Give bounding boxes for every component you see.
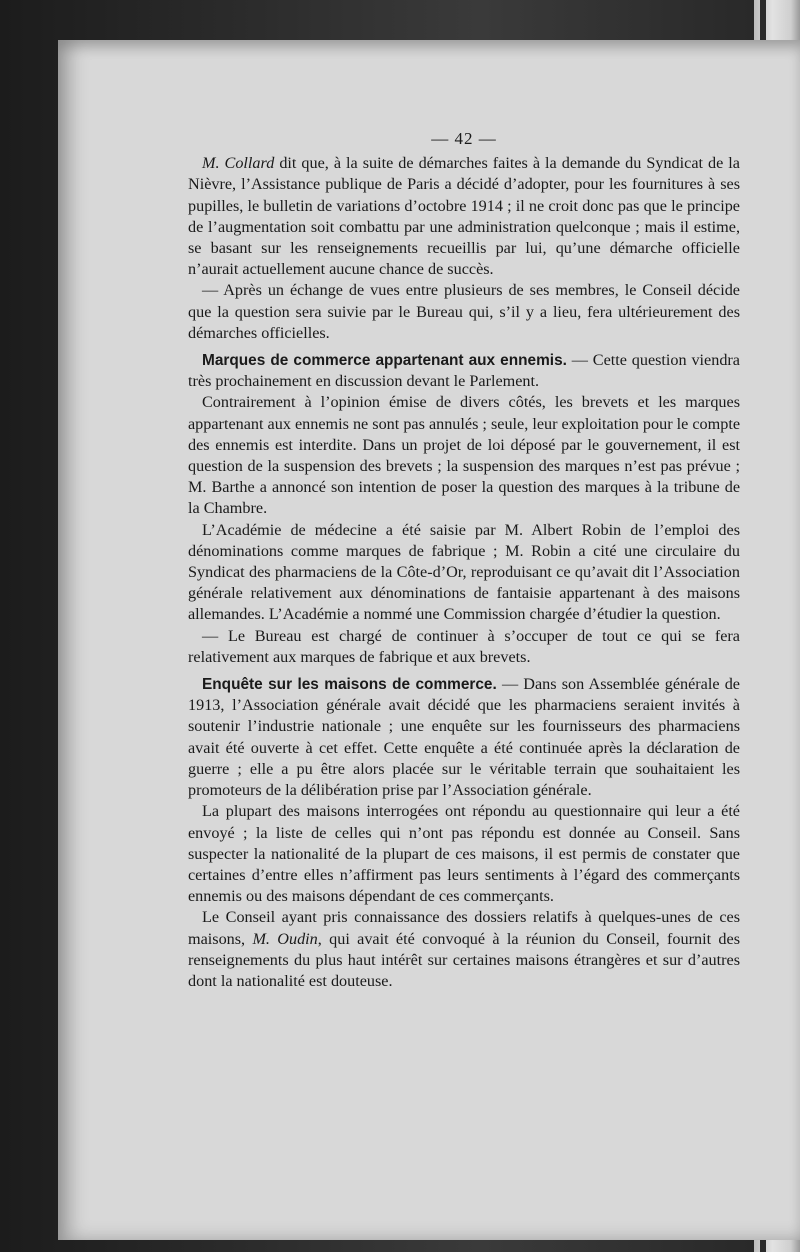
paragraph-text: Le Conseil ayant pris connaissance des dossiers relatifs à quelques-unes de ces maisons, [188, 908, 740, 948]
page-body [188, 128, 740, 992]
paragraph-9 [188, 907, 740, 992]
paragraph-1 [188, 153, 740, 280]
paragraph-4: Contrairement à l’opinion émise de divers côtés, les brevets et les marques appartenant aux ennemis ne sont pas annulés ; seule, leur exploitation pour le compte des ennemis est interdite. Dans un projet de loi déposé par le gouvernement, il est question de la suspension des brevets ; la suspension des marques n’est pas prévue ; M. Barthe a annoncé son intention de poser la question des marques à la tribune de la Chambre. [188, 393, 741, 518]
paragraph-text: — Cette question viendra très prochainement en discussion devant le Parlement. [188, 351, 740, 391]
section-enquete [188, 674, 740, 801]
paragraph-6: — Le Bureau est chargé de continuer à s’occuper de tout ce qui se fera relativement aux marques de fabrique et aux brevets. [188, 626, 740, 666]
paragraph-5: L’Académie de médecine a été saisie par M. Albert Robin de l’emploi des dénominations comme marques de fabrique ; M. Robin a cité une circulaire du Syndicat des pharmaciens de la Côte-d’Or, reproduisant ce qu’avait dit l’Association générale relativement aux dénominations de fantaisie appartenant à des maisons allemandes. L’Académie a nommé une Commission chargée d’étudier la question. [188, 520, 740, 624]
paragraph-text: dit que, à la suite de démarches faites à la demande du Syndicat de la Nièvre, l’Assistance publique de Paris a décidé d’adopter, pour les fournitures à ses pupilles, le bulletin de variations d’octobre 1914 ; il ne croit donc pas que le principe de l’augmentation soit combattu par une administration quelconque ; mais il estime, se basant sur les renseignements recueillis par lui, qu’une démarche officielle n’aurait actuellement aucune chance de succès. [188, 154, 740, 279]
section-heading: Enquête sur les maisons de commerce. [202, 676, 497, 694]
paragraph-text: — Dans son Assemblée générale de 1913, l’Association générale avait décidé que les pharmaciens seraient invités à soutenir l’industrie nationale ; une enquête sur les fournisseurs des pharmaciens avait été ouverte à cet effet. Cette enquête a été continuée après la déclaration de guerre ; elle a pu être alors placée sur le véritable terrain que souhaitaient les promoteurs de la délibération prise par l’Association générale. [188, 675, 740, 800]
paragraph-2: — Après un échange de vues entre plusieurs de ses membres, le Conseil décide que la question sera suivie par le Bureau qui, s’il y a lieu, fera ultérieurement des démarches officielles. [188, 281, 740, 342]
section-marques [188, 350, 740, 392]
page-number: — 42 — [431, 129, 497, 148]
section-heading: Marques de commerce appartenant aux ennemis. [202, 352, 567, 370]
paragraph-8: La plupart des maisons interrogées ont répondu au questionnaire qui leur a été envoyé ; la liste de celles qui n’ont pas répondu est donnée au Conseil. Sans suspecter la nationalité de la plupart de ces maisons, il est permis de constater que certaines d’entre elles n’affirment pas leurs sentiments à l’égard des commerçants ennemis ou des maisons dépendant de ces commerçants. [188, 802, 740, 906]
paragraph-text: , qui avait été convoqué à la réunion du Conseil, fournit des renseignements du plus haut intérêt sur certaines maisons étrangères et sur d’autres dont la nationalité est douteuse. [188, 929, 740, 990]
speaker-name: M. Oudin [252, 929, 318, 948]
speaker-name: M. Collard [202, 154, 275, 173]
